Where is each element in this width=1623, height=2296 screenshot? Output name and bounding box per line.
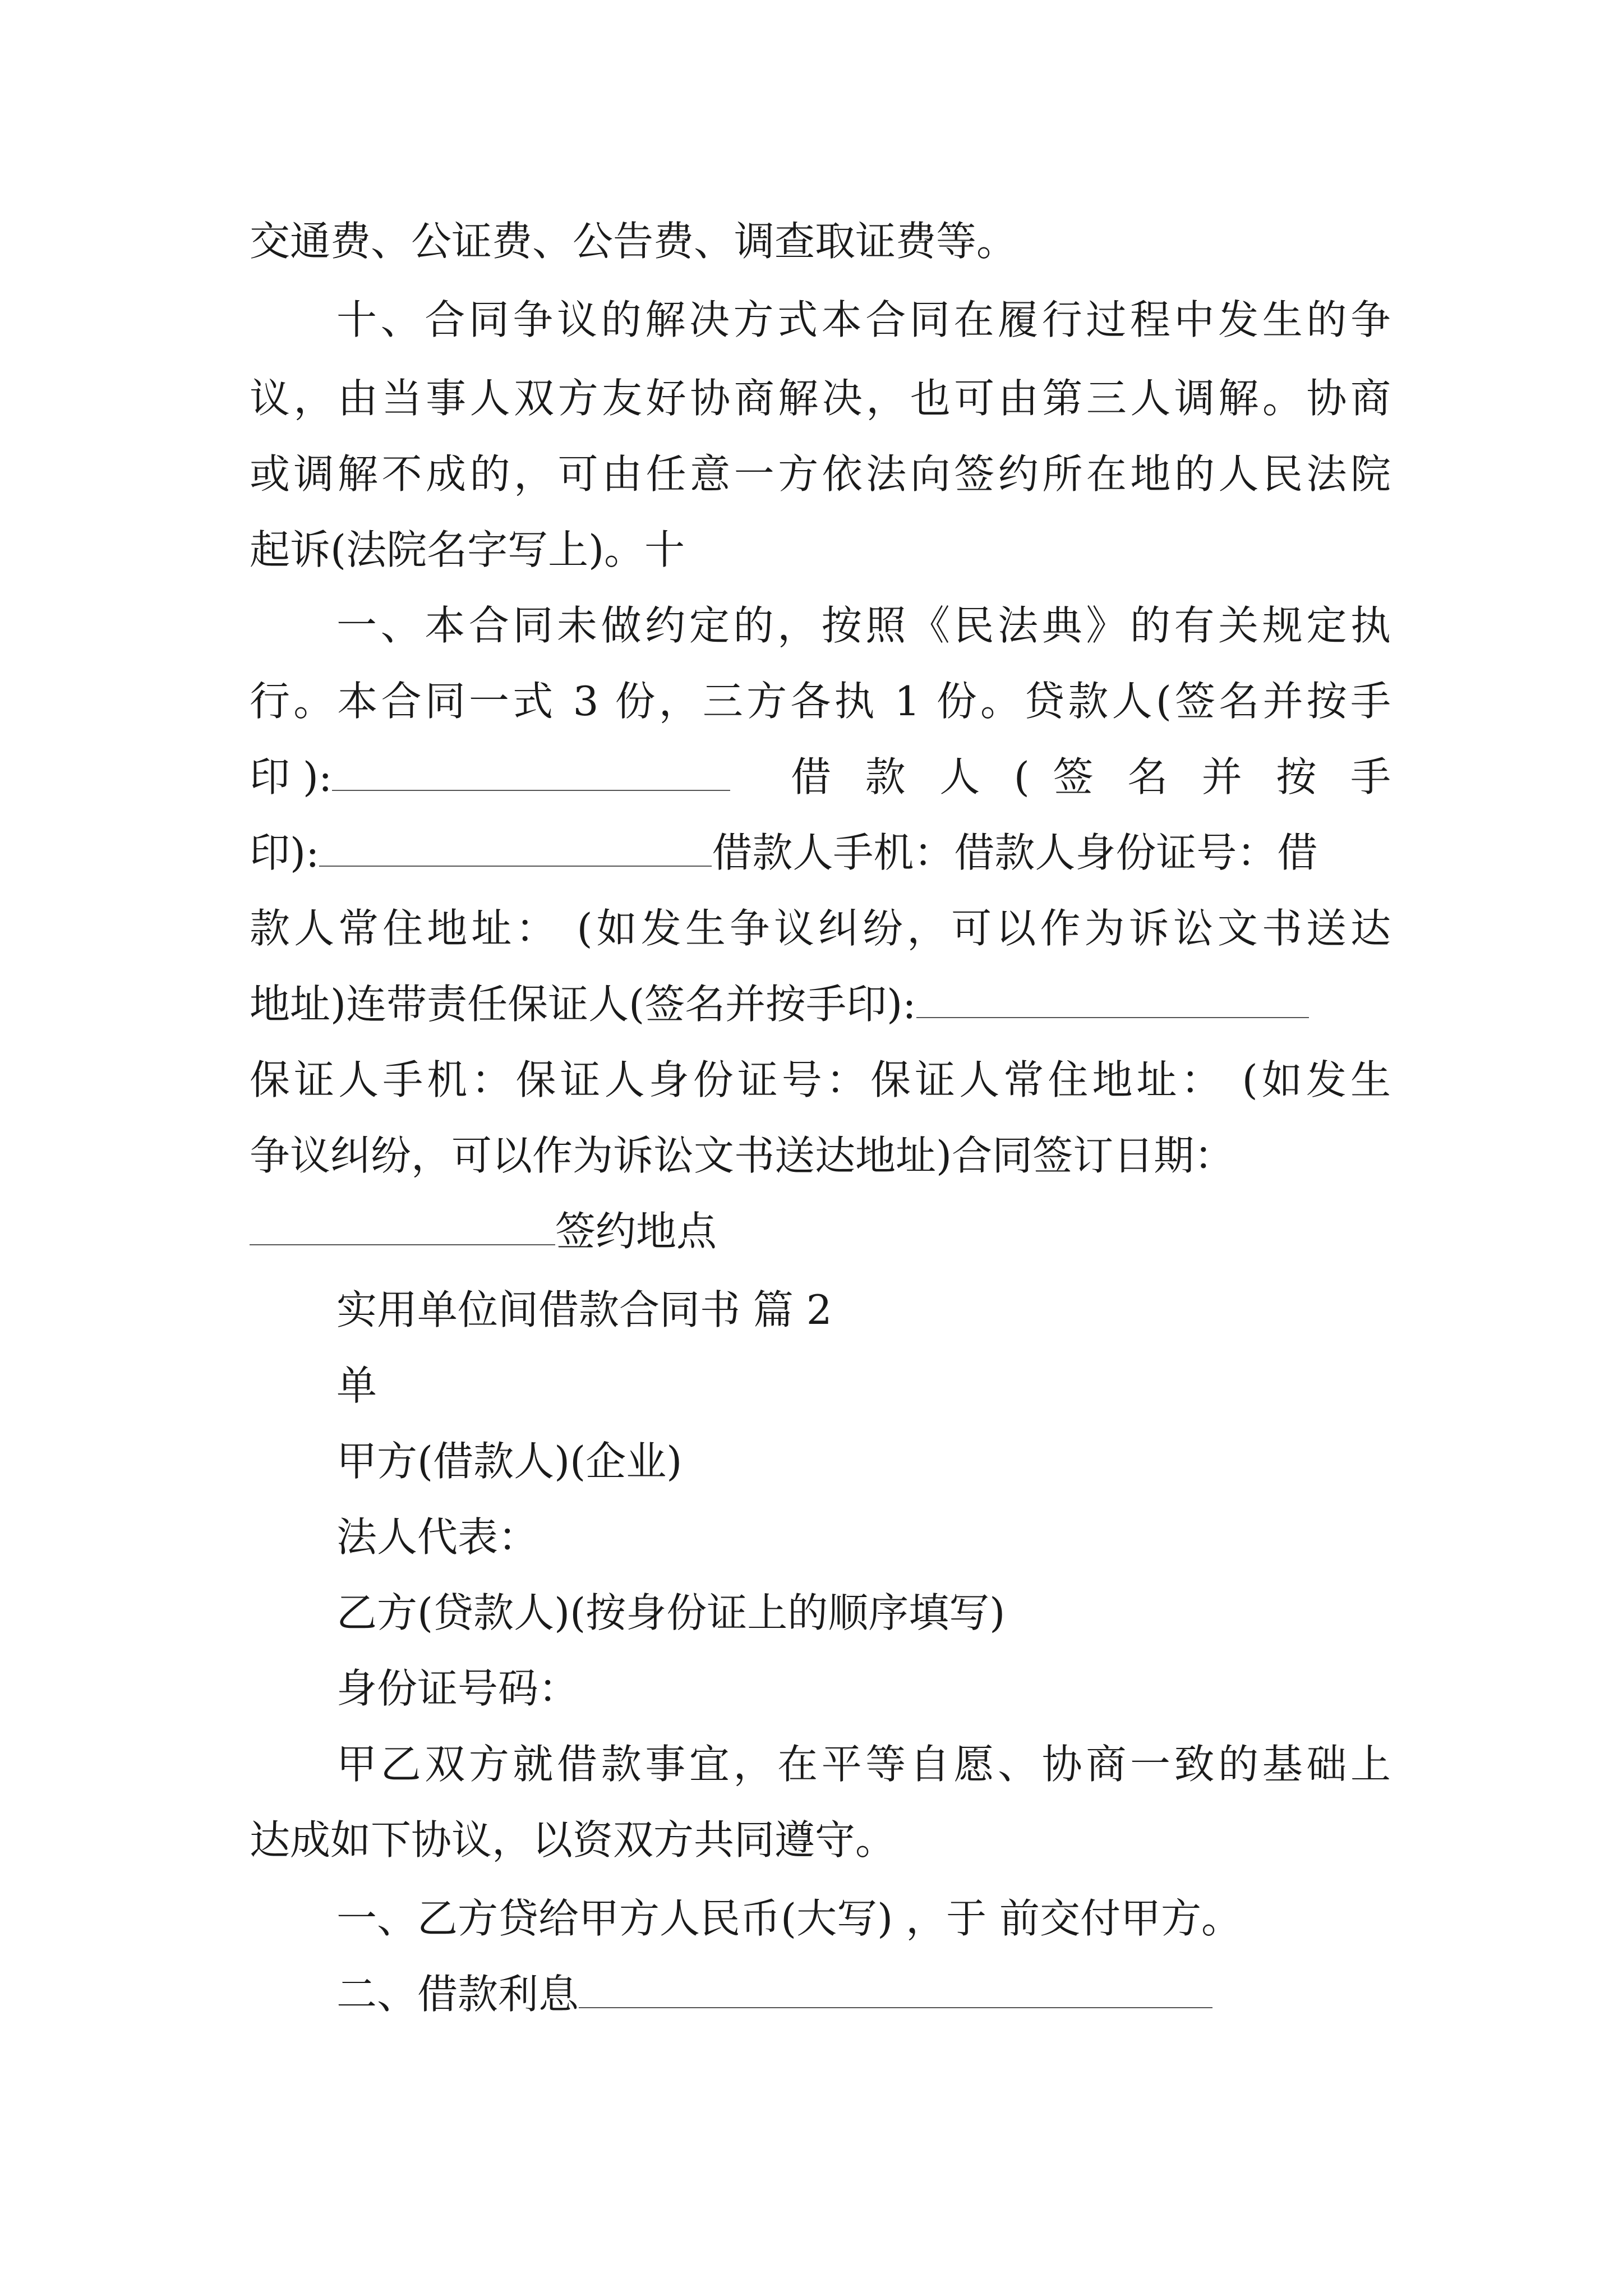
section-heading: 实用单位间借款合同书 篇 2: [336, 1286, 832, 1333]
text-line: 议，由当事人双方友好协商解决，也可由第三人调解。协商: [250, 375, 1391, 422]
signature-blank: [332, 757, 730, 791]
signature-blank: [916, 984, 1309, 1018]
text-line: 一、乙方贷给甲方人民币(大写) ，于 前交付甲方。: [336, 1895, 1242, 1942]
text-line: 起诉(法院名字写上)。十: [250, 526, 685, 573]
text-line: [336, 1966, 1391, 2022]
text-line: 争议纠纷，可以作为诉讼文书送达地址)合同签订日期：: [250, 1132, 1235, 1179]
text-line: 甲方(借款人)(企业): [336, 1438, 683, 1485]
text-segment: 借款人手机：借款人身份证号：借: [712, 829, 1318, 876]
signature-blank: [319, 833, 712, 867]
text-line: 法人代表：: [336, 1513, 539, 1561]
text-line: 款人常住地址： (如发生争议纠纷，可以作为诉讼文书送达: [250, 905, 1391, 952]
text-segment: 二、借款利息: [336, 1971, 579, 2018]
text-segment: 签约地点: [555, 1208, 717, 1255]
text-segment: 印):: [250, 829, 320, 876]
interest-blank: [579, 1975, 1212, 2008]
text-line: 身份证号码：: [336, 1665, 579, 1712]
text-segment: 印 ):: [250, 753, 333, 800]
text-line: 或调解不成的，可由任意一方依法向签约所在地的人民法院: [250, 450, 1391, 498]
text-line: 达成如下协议，以资双方共同遵守。: [250, 1816, 896, 1864]
date-blank: [250, 1212, 555, 1245]
text-line: 一、本合同未做约定的，按照《民法典》的有关规定执: [336, 602, 1391, 649]
text-line: 保证人手机：保证人身份证号：保证人常住地址： (如发生: [250, 1056, 1391, 1103]
text-line: [250, 976, 1391, 1032]
text-line: 单: [336, 1362, 377, 1409]
text-line: [250, 825, 1391, 881]
text-segment: 借 款 人 ( 签 名 并 按 手: [791, 753, 1391, 800]
text-line: [250, 1203, 1391, 1259]
text-line: [250, 749, 1391, 805]
text-line: 行。本合同一式 3 份，三方各执 1 份。贷款人(签名并按手: [250, 678, 1391, 725]
text-line: 交通费、公证费、公告费、调查取证费等。: [250, 218, 1017, 265]
text-line: 乙方(贷款人)(按身份证上的顺序填写): [336, 1589, 1006, 1636]
text-line: 甲乙双方就借款事宜，在平等自愿、协商一致的基础上: [336, 1741, 1391, 1788]
text-line: 十、合同争议的解决方式本合同在履行过程中发生的争: [336, 296, 1391, 343]
text-segment: 地址)连带责任保证人(签名并按手印):: [250, 981, 916, 1028]
